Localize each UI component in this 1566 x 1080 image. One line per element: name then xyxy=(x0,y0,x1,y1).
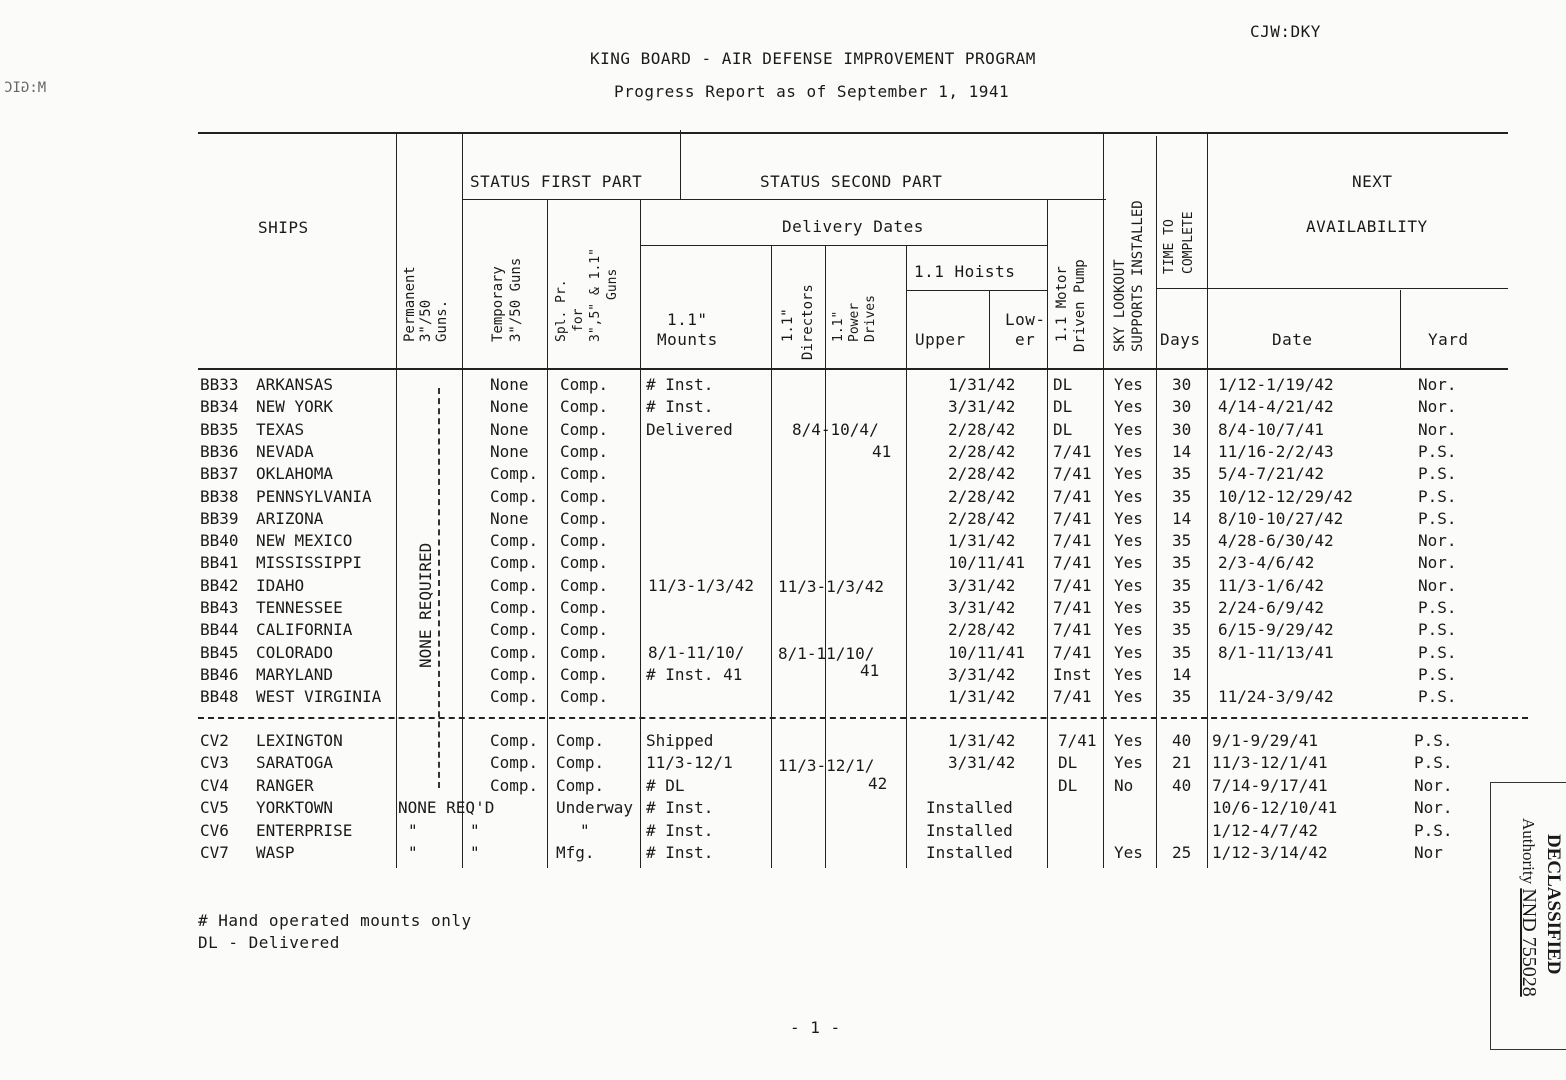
availability-date: 4/28-6/30/42 xyxy=(1218,531,1334,551)
availability-date: 9/1-9/29/41 xyxy=(1212,731,1318,750)
availability-yard: P.S. xyxy=(1418,486,1457,506)
temporary-header-1: Temporary xyxy=(490,266,506,342)
special-provisions: Comp. xyxy=(560,419,609,439)
hoist-upper: Installed xyxy=(926,798,1013,818)
sky-header-2: SUPPORTS INSTALLED xyxy=(1130,200,1146,352)
mounts-delivery: 8/1-11/10/ xyxy=(648,642,745,662)
availability-date: 6/15-9/29/42 xyxy=(1218,620,1334,640)
time-header-1: TIME TO xyxy=(1162,219,1177,274)
footnote-dl: DL - Delivered xyxy=(198,933,340,952)
saratoga-directors-span: 11/3-12/1/ xyxy=(778,756,875,775)
sky-lookout: Yes xyxy=(1114,843,1143,862)
hull-number: BB37 xyxy=(200,464,239,484)
availability-yard: P.S. xyxy=(1414,753,1453,773)
special-provisions: Underway xyxy=(556,798,634,818)
col-line-3 xyxy=(547,200,548,868)
status-second-header: STATUS SECOND PART xyxy=(760,172,943,191)
hoist-upper: 3/31/42 xyxy=(948,664,1016,684)
special-provisions: Comp. xyxy=(560,642,609,662)
motor-pump: 7/41 xyxy=(1053,642,1092,662)
availability-yard: Nor. xyxy=(1414,775,1453,795)
special-provisions: Comp. xyxy=(560,441,609,461)
status-first-header: STATUS FIRST PART xyxy=(470,172,643,191)
spl-header-1: Spl. Pr. xyxy=(554,279,569,342)
sky-lookout: Yes xyxy=(1114,464,1143,484)
ship-name: ARIZONA xyxy=(256,508,324,528)
footnote-hash: # Hand operated mounts only xyxy=(198,911,472,930)
status-header-rule xyxy=(462,199,1106,200)
sky-lookout: Yes xyxy=(1114,508,1143,528)
days-to-complete: 35 xyxy=(1172,486,1192,506)
availability-date: 11/3-1/6/42 xyxy=(1218,575,1324,595)
special-provisions: " xyxy=(580,820,590,840)
hoist-upper: 3/31/42 xyxy=(948,753,1016,773)
permanent-header-2: 3"/50 xyxy=(418,299,434,342)
availability-yard: P.S. xyxy=(1418,642,1457,662)
availability-header: AVAILABILITY xyxy=(1306,217,1428,236)
ship-name: ENTERPRISE xyxy=(256,820,353,840)
availability-yard: Nor. xyxy=(1418,419,1457,439)
hoist-upper: 2/28/42 xyxy=(948,620,1016,640)
delivery-dates-header: Delivery Dates xyxy=(782,217,924,236)
ship-name: IDAHO xyxy=(256,575,305,595)
hull-number: CV3 xyxy=(200,753,229,773)
sky-lookout: Yes xyxy=(1114,575,1143,595)
date-header: Date xyxy=(1272,330,1313,349)
idaho-directors-span: 11/3-1/3/42 xyxy=(778,577,884,596)
section-divider xyxy=(198,717,1528,719)
availability-yard: Nor. xyxy=(1414,798,1453,818)
mounts-delivery: # Inst. xyxy=(646,397,714,417)
permanent-guns: " xyxy=(408,820,418,840)
ship-name: RANGER xyxy=(256,775,314,795)
hull-number: BB38 xyxy=(200,486,239,506)
motor-pump: 7/41 xyxy=(1053,486,1092,506)
col-line-5 xyxy=(640,200,641,868)
colorado-directors-span-2: 41 xyxy=(860,661,880,680)
ship-name: TENNESSEE xyxy=(256,598,343,617)
availability-yard: Nor. xyxy=(1418,397,1457,417)
ships-header: SHIPS xyxy=(258,218,309,237)
availability-date: 7/14-9/17/41 xyxy=(1212,775,1328,795)
special-provisions: Mfg. xyxy=(556,843,595,862)
special-provisions: Comp. xyxy=(560,598,609,617)
availability-yard: P.S. xyxy=(1414,731,1453,750)
mounts-delivery: # Inst. xyxy=(646,820,714,840)
special-provisions: Comp. xyxy=(556,753,605,773)
availability-yard: P.S. xyxy=(1418,620,1457,640)
temporary-guns: Comp. xyxy=(490,731,539,750)
hoist-upper: 3/31/42 xyxy=(948,598,1016,617)
power-header-3: Drives xyxy=(863,295,878,342)
ship-name: PENNSYLVANIA xyxy=(256,486,372,506)
availability-date: 8/10-10/27/42 xyxy=(1218,508,1344,528)
special-provisions: Comp. xyxy=(560,553,609,573)
temporary-guns: Comp. xyxy=(490,753,539,773)
availability-date: 11/16-2/2/43 xyxy=(1218,441,1334,461)
special-provisions: Comp. xyxy=(560,508,609,528)
hull-number: BB40 xyxy=(200,531,239,551)
special-provisions: Comp. xyxy=(560,375,609,394)
power-header-2: Power xyxy=(847,302,862,342)
temporary-header-2: 3"/50 Guns xyxy=(508,257,524,342)
availability-date: 2/24-6/9/42 xyxy=(1218,598,1324,617)
motor-pump: 7/41 xyxy=(1053,553,1092,573)
none-required-dash xyxy=(438,388,440,788)
sky-lookout: Yes xyxy=(1114,642,1143,662)
ship-name: OKLAHOMA xyxy=(256,464,334,484)
sky-lookout: No xyxy=(1114,775,1134,795)
hull-number: BB39 xyxy=(200,508,239,528)
motor-pump: DL xyxy=(1053,419,1073,439)
sky-lookout: Yes xyxy=(1114,731,1143,750)
col-line-11 xyxy=(1103,132,1104,868)
days-to-complete: 35 xyxy=(1172,598,1192,617)
availability-date: 10/6-12/10/41 xyxy=(1212,798,1338,818)
special-provisions: Comp. xyxy=(560,620,609,640)
lower-header-2: er xyxy=(1015,330,1036,349)
spl-header-2: for xyxy=(571,308,586,332)
mounts-delivery: Delivered xyxy=(646,419,733,439)
hull-number: BB36 xyxy=(200,441,239,461)
motor-pump: DL xyxy=(1053,397,1073,417)
days-to-complete: 35 xyxy=(1172,464,1192,484)
hoist-upper: 2/28/42 xyxy=(948,508,1016,528)
days-to-complete: 30 xyxy=(1172,375,1192,394)
ship-name: ARKANSAS xyxy=(256,375,334,394)
col-line-9 xyxy=(989,290,990,368)
motor-pump: 7/41 xyxy=(1053,575,1092,595)
availability-date: 1/12-3/14/42 xyxy=(1212,843,1328,862)
hoist-upper: 1/31/42 xyxy=(948,375,1016,394)
ship-name: SARATOGA xyxy=(256,753,334,773)
upper-header: Upper xyxy=(915,330,966,349)
reference-code: CJW:DKY xyxy=(1250,22,1321,41)
hoist-upper: 1/31/42 xyxy=(948,687,1016,707)
days-to-complete: 35 xyxy=(1172,687,1192,707)
motor-pump: 7/41 xyxy=(1053,687,1092,707)
days-to-complete: 30 xyxy=(1172,397,1192,417)
hoist-upper: 1/31/42 xyxy=(948,731,1016,750)
availability-yard: P.S. xyxy=(1418,598,1457,617)
permanent-header-1: Permanent xyxy=(402,266,418,342)
table-top-rule xyxy=(198,132,1508,134)
authority-label: Authority xyxy=(1519,818,1538,885)
ship-name: LEXINGTON xyxy=(256,731,343,750)
temporary-guns: Comp. xyxy=(490,775,539,795)
sky-lookout: Yes xyxy=(1114,441,1143,461)
hoist-upper: 2/28/42 xyxy=(948,419,1016,439)
days-to-complete: 40 xyxy=(1172,775,1192,795)
mounts-header-2: Mounts xyxy=(657,330,718,349)
spl-header-3: 3",5" & 1.1" xyxy=(588,248,603,342)
lower-header-1: Low- xyxy=(1005,310,1046,329)
sky-lookout: Yes xyxy=(1114,486,1143,506)
hoists-rule xyxy=(906,290,1048,291)
days-rule xyxy=(1156,288,1508,289)
days-to-complete: 35 xyxy=(1172,642,1192,662)
motor-pump: 7/41 xyxy=(1053,620,1092,640)
page-number: - 1 - xyxy=(790,1018,841,1037)
colorado-directors-span: 8/1-11/10/ xyxy=(778,644,875,663)
hoist-upper: 3/31/42 xyxy=(948,397,1016,417)
ship-name: MISSISSIPPI xyxy=(256,553,362,573)
mounts-delivery: # Inst. xyxy=(646,798,714,818)
texas-directors-span: 8/4-10/4/ xyxy=(792,420,879,439)
temporary-guns: Comp. xyxy=(490,642,539,662)
days-to-complete: 35 xyxy=(1172,620,1192,640)
ship-name: NEVADA xyxy=(256,441,314,461)
temporary-guns: None xyxy=(490,508,529,528)
special-provisions: Comp. xyxy=(556,775,605,795)
hull-number: BB34 xyxy=(200,397,239,417)
availability-date: 5/4-7/21/42 xyxy=(1218,464,1324,484)
hull-number: CV5 xyxy=(200,798,229,818)
motor-pump: 7/41 xyxy=(1053,598,1092,617)
special-provisions: Comp. xyxy=(560,575,609,595)
ship-name: CALIFORNIA xyxy=(256,620,353,640)
hoist-upper: 2/28/42 xyxy=(948,486,1016,506)
days-header: Days xyxy=(1160,330,1201,349)
hoist-upper: Installed xyxy=(926,843,1013,862)
availability-yard: P.S. xyxy=(1418,687,1457,707)
availability-date: 1/12-4/7/42 xyxy=(1212,820,1318,840)
delivery-dates-rule xyxy=(640,245,1048,246)
special-provisions: Comp. xyxy=(556,731,605,750)
availability-date: 8/1-11/13/41 xyxy=(1218,642,1334,662)
special-provisions: Comp. xyxy=(560,397,609,417)
temporary-guns: None xyxy=(490,375,529,394)
temporary-guns: " xyxy=(470,843,480,862)
special-provisions: Comp. xyxy=(560,464,609,484)
mounts-header-1: 1.1" xyxy=(667,310,708,329)
none-required-label: NONE REQUIRED xyxy=(416,542,435,668)
availability-yard: P.S. xyxy=(1418,664,1457,684)
declassified-stamp-authority xyxy=(1517,818,1540,997)
days-to-complete: 35 xyxy=(1172,553,1192,573)
hull-number: CV7 xyxy=(200,843,229,862)
col-line-6 xyxy=(771,246,772,868)
hull-number: BB33 xyxy=(200,375,239,394)
hoist-upper: 3/31/42 xyxy=(948,575,1016,595)
availability-yard: P.S. xyxy=(1414,820,1453,840)
hoist-upper: 10/11/41 xyxy=(948,642,1026,662)
hull-number: CV6 xyxy=(200,820,229,840)
special-provisions: Comp. xyxy=(560,687,609,707)
texas-directors-span-2: 41 xyxy=(872,442,892,461)
sky-lookout: Yes xyxy=(1114,553,1143,573)
temporary-guns: Comp. xyxy=(490,687,539,707)
col-line-2 xyxy=(462,132,463,868)
availability-date: 4/14-4/21/42 xyxy=(1218,397,1334,417)
days-to-complete: 30 xyxy=(1172,419,1192,439)
hoist-upper: 10/11/41 xyxy=(948,553,1026,573)
availability-date: 11/24-3/9/42 xyxy=(1218,687,1334,707)
days-to-complete: 14 xyxy=(1172,508,1192,528)
ship-name: TEXAS xyxy=(256,419,305,439)
ship-name: YORKTOWN xyxy=(256,798,334,818)
hoist-upper: 1/31/42 xyxy=(948,531,1016,551)
sky-lookout: Yes xyxy=(1114,397,1143,417)
availability-yard: Nor. xyxy=(1418,531,1457,551)
col-line-13 xyxy=(1207,132,1208,868)
temporary-guns: None xyxy=(490,397,529,417)
temporary-guns: " xyxy=(470,820,480,840)
motor-pump: DL xyxy=(1058,753,1078,773)
motor-pump: 7/41 xyxy=(1053,464,1092,484)
availability-yard: Nor xyxy=(1414,843,1443,862)
ship-name: NEW MEXICO xyxy=(256,531,353,551)
ship-name: WASP xyxy=(256,843,295,862)
motor-pump: Inst xyxy=(1053,664,1092,684)
document-title: KING BOARD - AIR DEFENSE IMPROVEMENT PROGRAM xyxy=(590,49,1036,68)
mounts-delivery: # DL xyxy=(646,775,685,795)
special-provisions: Comp. xyxy=(560,531,609,551)
hoist-upper: Installed xyxy=(926,820,1013,840)
col-line-12 xyxy=(1156,136,1157,868)
col-line-4 xyxy=(680,130,681,200)
mounts-delivery: 11/3-1/3/42 xyxy=(648,575,754,595)
spl-header-4: Guns xyxy=(605,268,620,300)
temporary-guns: Comp. xyxy=(490,464,539,484)
margin-mark: M:GIC xyxy=(4,80,47,96)
permanent-guns: NONE REQ'D xyxy=(398,798,495,818)
mounts-delivery: # Inst. 41 xyxy=(646,664,743,684)
motor-pump: DL xyxy=(1053,375,1073,394)
availability-yard: Nor. xyxy=(1418,575,1457,595)
directors-header-1: 1.1" xyxy=(780,308,796,342)
sky-header-1: SKY LOOKOUT xyxy=(1112,259,1128,352)
motor-pump: 7/41 xyxy=(1058,731,1097,750)
days-to-complete: 25 xyxy=(1172,843,1192,862)
days-to-complete: 14 xyxy=(1172,441,1192,461)
col-line-1 xyxy=(396,132,397,868)
motor-header-2: Driven Pump xyxy=(1072,259,1088,352)
availability-date: 11/3-12/1/41 xyxy=(1212,753,1328,773)
motor-pump: 7/41 xyxy=(1053,441,1092,461)
mounts-delivery: 11/3-12/1 xyxy=(646,753,733,773)
sky-lookout: Yes xyxy=(1114,620,1143,640)
temporary-guns: Comp. xyxy=(490,531,539,551)
ship-name: MARYLAND xyxy=(256,664,334,684)
ship-name: WEST VIRGINIA xyxy=(256,687,382,707)
hull-number: CV4 xyxy=(200,775,229,795)
table-header-bottom-rule xyxy=(198,368,1508,370)
days-to-complete: 40 xyxy=(1172,731,1192,750)
directors-header-2: Directors xyxy=(800,284,816,360)
special-provisions: Comp. xyxy=(560,486,609,506)
hull-number: BB43 xyxy=(200,598,239,617)
days-to-complete: 14 xyxy=(1172,664,1192,684)
sky-lookout: Yes xyxy=(1114,531,1143,551)
col-line-14 xyxy=(1400,290,1401,368)
power-header-1: 1.1" xyxy=(831,310,846,342)
temporary-guns: None xyxy=(490,419,529,439)
sky-lookout: Yes xyxy=(1114,419,1143,439)
motor-pump: 7/41 xyxy=(1053,531,1092,551)
availability-yard: Nor. xyxy=(1418,553,1457,573)
hull-number: BB48 xyxy=(200,687,239,707)
availability-yard: Nor. xyxy=(1418,375,1457,394)
motor-header-1: 1.1 Motor xyxy=(1054,266,1070,342)
temporary-guns: Comp. xyxy=(490,664,539,684)
hull-number: BB46 xyxy=(200,664,239,684)
sky-lookout: Yes xyxy=(1114,598,1143,617)
availability-date: 10/12-12/29/42 xyxy=(1218,486,1353,506)
temporary-guns: Comp. xyxy=(490,598,539,617)
saratoga-directors-span-2: 42 xyxy=(868,774,888,793)
permanent-guns: " xyxy=(408,843,418,862)
hoist-upper: 2/28/42 xyxy=(948,441,1016,461)
availability-yard: P.S. xyxy=(1418,464,1457,484)
time-header-2: COMPLETE xyxy=(1181,211,1196,274)
temporary-guns: Comp. xyxy=(490,486,539,506)
mounts-delivery: Shipped xyxy=(646,731,714,750)
availability-date: 2/3-4/6/42 xyxy=(1218,553,1315,573)
motor-pump: 7/41 xyxy=(1053,508,1092,528)
mounts-delivery: # Inst. xyxy=(646,843,714,862)
special-provisions: Comp. xyxy=(560,664,609,684)
temporary-guns: Comp. xyxy=(490,553,539,573)
col-line-10 xyxy=(1047,200,1048,868)
ship-name: COLORADO xyxy=(256,642,334,662)
availability-date: 1/12-1/19/42 xyxy=(1218,375,1334,394)
temporary-guns: Comp. xyxy=(490,575,539,595)
mounts-delivery: # Inst. xyxy=(646,375,714,394)
hull-number: BB35 xyxy=(200,419,239,439)
permanent-header-3: Guns. xyxy=(434,299,450,342)
hull-number: BB42 xyxy=(200,575,239,595)
next-header: NEXT xyxy=(1352,172,1393,191)
availability-yard: P.S. xyxy=(1418,508,1457,528)
temporary-guns: Comp. xyxy=(490,620,539,640)
hull-number: BB44 xyxy=(200,620,239,640)
hull-number: CV2 xyxy=(200,731,229,750)
hoists-header: 1.1 Hoists xyxy=(914,262,1016,281)
col-line-8 xyxy=(906,246,907,868)
sky-lookout: Yes xyxy=(1114,664,1143,684)
authority-number: NND 755028 xyxy=(1518,888,1540,997)
days-to-complete: 21 xyxy=(1172,753,1192,773)
sky-lookout: Yes xyxy=(1114,753,1143,773)
motor-pump: DL xyxy=(1058,775,1078,795)
hoist-upper: 2/28/42 xyxy=(948,464,1016,484)
sky-lookout: Yes xyxy=(1114,375,1143,394)
document-subtitle: Progress Report as of September 1, 1941 xyxy=(614,82,1010,101)
yard-header: Yard xyxy=(1428,330,1469,349)
days-to-complete: 35 xyxy=(1172,531,1192,551)
hull-number: BB41 xyxy=(200,553,239,573)
ship-name: NEW YORK xyxy=(256,397,334,417)
temporary-guns: None xyxy=(490,441,529,461)
availability-yard: P.S. xyxy=(1418,441,1457,461)
days-to-complete: 35 xyxy=(1172,575,1192,595)
sky-lookout: Yes xyxy=(1114,687,1143,707)
declassified-stamp-title: DECLASSIFIED xyxy=(1543,834,1564,975)
hull-number: BB45 xyxy=(200,642,239,662)
availability-date: 8/4-10/7/41 xyxy=(1218,419,1324,439)
